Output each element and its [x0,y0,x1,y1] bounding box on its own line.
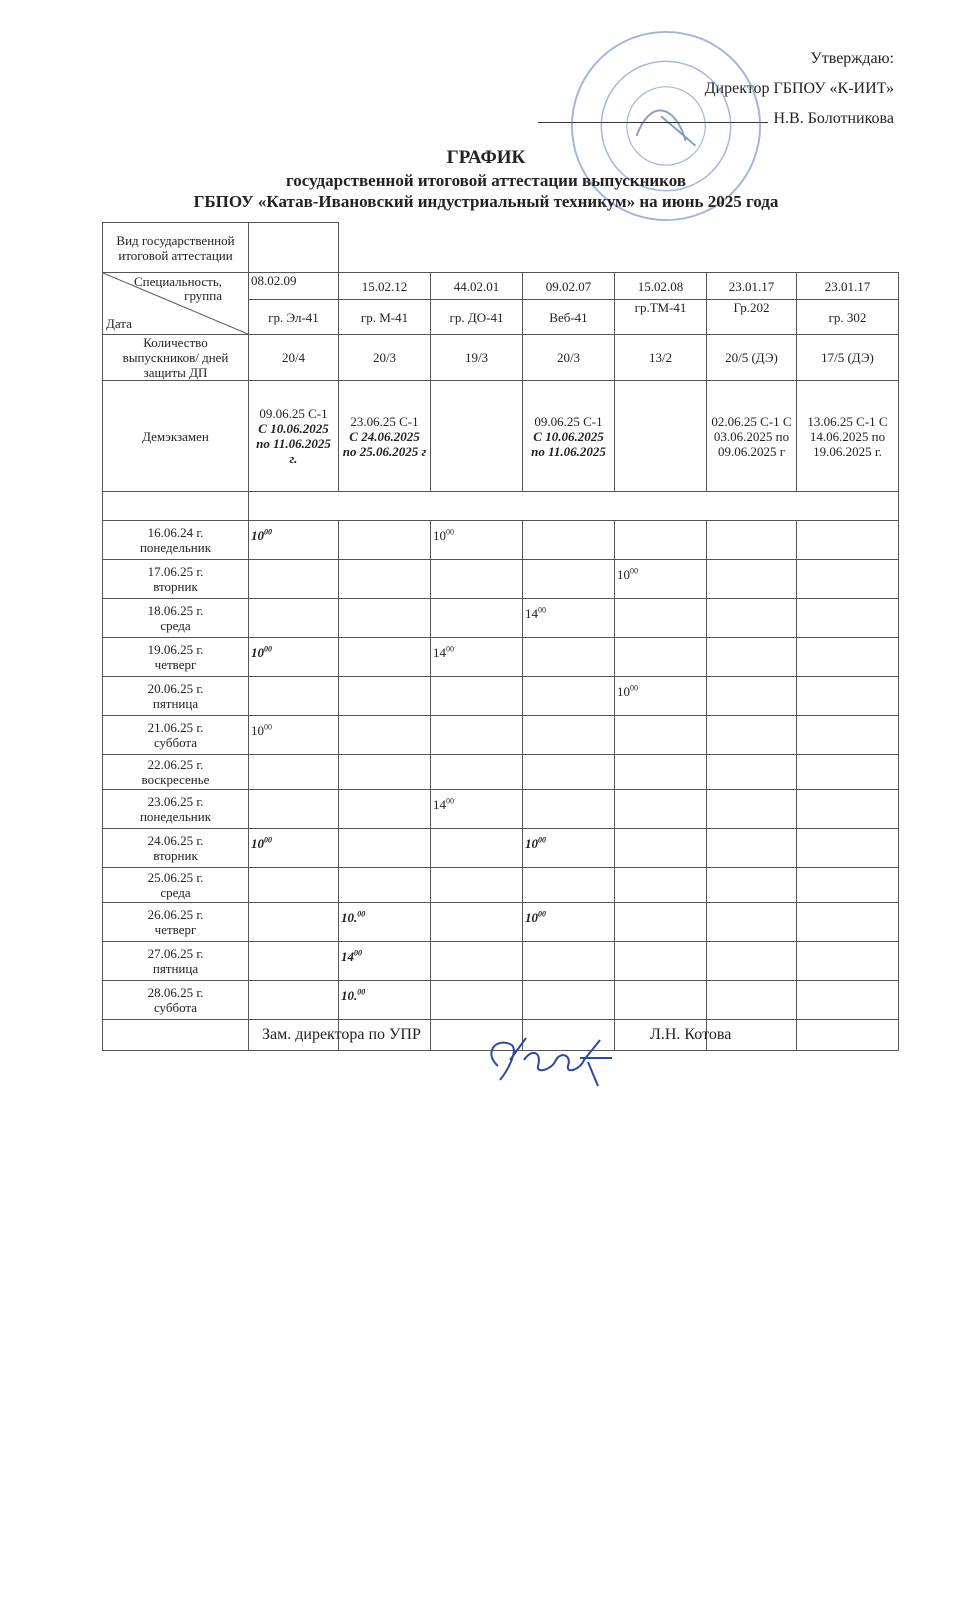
exam-time-cell [615,599,707,638]
exam-time-cell [339,521,431,560]
exam-time-hours: 14 [525,606,538,622]
footer-name: Л.Н. Котова [650,1026,732,1043]
exam-time-cell [615,677,707,716]
attestation-blank [339,223,899,273]
exam-time-cell [707,599,797,638]
demo-exam-period: С 10.06.2025 по 11.06.2025 г. [256,421,331,466]
exam-time [617,684,638,699]
exam-time [251,723,272,738]
exam-time-cell [797,599,899,638]
schedule-day-row [103,677,899,716]
day-weekday: среда [160,618,191,633]
exam-time-cell [523,599,615,638]
exam-time-cell [615,981,707,1020]
exam-time-hours: 10. [341,910,358,926]
demo-exam-cell [523,381,615,492]
day-date-cell [103,677,249,716]
exam-time-cell [431,981,523,1020]
exam-time-hours: 10 [251,645,264,661]
group-name: гр. М-41 [339,300,431,335]
day-date-cell [103,790,249,829]
exam-time-cell [797,716,899,755]
exam-time-cell [431,521,523,560]
exam-time-cell [249,868,339,903]
day-weekday: четверг [154,922,197,937]
specialty-row [103,273,899,300]
exam-time-cell [523,868,615,903]
graduate-count: 20/3 [523,335,615,381]
day-weekday: понедельник [139,540,212,555]
exam-time-cell [339,599,431,638]
exam-time [251,645,272,660]
title-subtitle: государственной итоговой аттестации выпускников [286,171,686,190]
exam-time-cell [431,829,523,868]
exam-time-cell [797,638,899,677]
demo-exam-date: 09.06.25 С-1 [534,413,603,429]
exam-time-cell [797,829,899,868]
exam-time-cell [615,560,707,599]
exam-time-cell [615,521,707,560]
exam-time-minutes: 00 [354,949,362,958]
demo-exam-cell [707,381,797,492]
title-institution: ГБПОУ «Катав-Ивановский индустриальный техникум» на июнь 2025 года [193,192,779,211]
group-name: гр. 302 [797,300,899,335]
specialty-code: 09.02.07 [523,273,615,300]
demo-exam-row [103,381,899,492]
demo-exam-cell [249,381,339,492]
day-date-cell [103,521,249,560]
exam-time-cell [431,903,523,942]
exam-time [617,567,638,582]
day-date: 28.06.25 г. [147,985,204,1000]
schedule-day-row [103,903,899,942]
exam-time-cell [797,903,899,942]
exam-time-cell [797,521,899,560]
day-date: 25.06.25 г. [147,870,204,885]
exam-time-cell [431,599,523,638]
day-date-cell [103,560,249,599]
exam-time [251,836,272,851]
day-weekday: вторник [153,848,198,863]
demo-exam-label: Демэкзамен [103,381,249,492]
exam-time [525,910,546,925]
exam-time-cell [797,868,899,903]
exam-time-cell [523,560,615,599]
exam-time-minutes: 00 [446,528,454,537]
day-date: 18.06.25 г. [147,603,204,618]
empty-row [103,492,899,521]
exam-time-cell [523,790,615,829]
day-date: 17.06.25 г. [147,564,204,579]
group-name: гр.ТМ-41 [615,300,707,335]
exam-time-hours: 10 [251,836,264,852]
attestation-type-label: Вид государственной итоговой аттестации [103,223,249,273]
exam-time-cell [615,868,707,903]
exam-time-cell [249,790,339,829]
day-weekday: суббота [153,735,198,750]
exam-time-minutes: 00 [538,836,546,845]
exam-time-hours: 10. [341,988,358,1004]
day-weekday: воскресенье [141,772,210,787]
exam-time-cell [339,903,431,942]
exam-time-cell [249,521,339,560]
exam-time-cell [797,981,899,1020]
graduate-count: 20/4 [249,335,339,381]
day-date-cell [103,981,249,1020]
schedule-day-row [103,868,899,903]
exam-time-cell [249,942,339,981]
exam-time-cell [707,903,797,942]
graduate-count: 20/3 [339,335,431,381]
footer-signature [0,1024,972,1094]
exam-time-hours: 10 [525,910,538,926]
exam-time [525,836,546,851]
demo-exam-cell [339,381,431,492]
day-date: 21.06.25 г. [147,720,204,735]
day-date-cell [103,868,249,903]
schedule-day-row [103,790,899,829]
demo-exam-date: 23.06.25 С-1 [350,413,419,429]
exam-time-cell [707,790,797,829]
demo-exam-date: 09.06.25 С-1 [259,406,328,421]
exam-time-cell [523,903,615,942]
exam-time [341,988,365,1003]
exam-time-cell [339,755,431,790]
exam-time-cell [431,790,523,829]
exam-time-hours: 10 [251,528,264,544]
specialty-code: 15.02.12 [339,273,431,300]
day-date: 24.06.25 г. [147,833,204,848]
approval-position: Директор ГБПОУ «К-ИИТ» [704,80,894,97]
day-date: 26.06.25 г. [147,907,204,922]
exam-time-cell [707,981,797,1020]
demo-exam-cell [615,381,707,492]
exam-time-cell [523,716,615,755]
exam-time-cell [249,755,339,790]
day-date: 23.06.25 г. [147,794,204,809]
day-date: 27.06.25 г. [147,946,204,961]
exam-time [433,528,454,543]
exam-time-cell [707,677,797,716]
approval-name: Н.В. Болотникова [773,110,894,127]
exam-time-cell [431,942,523,981]
exam-time-cell [707,829,797,868]
schedule-day-row [103,599,899,638]
exam-time-cell [339,790,431,829]
day-weekday: вторник [153,579,198,594]
exam-time-cell [431,755,523,790]
exam-time-cell [249,981,339,1020]
schedule-table [102,222,899,1051]
demo-exam-cell [431,381,523,492]
exam-time-cell [523,942,615,981]
exam-time-cell [797,942,899,981]
exam-time-cell [431,677,523,716]
specialty-header-label: Специальность, группа [133,274,222,303]
exam-time-cell [339,638,431,677]
schedule-day-row [103,560,899,599]
exam-time-cell [615,903,707,942]
day-date-cell [103,755,249,790]
exam-time-cell [615,755,707,790]
exam-time-minutes: 00 [264,528,272,537]
exam-time-hours: 10 [251,723,264,739]
schedule-day-row [103,942,899,981]
exam-time-cell [707,638,797,677]
exam-time [341,949,362,964]
exam-time-hours: 14 [341,949,354,965]
graduate-count: 20/5 (ДЭ) [707,335,797,381]
exam-time [341,910,365,925]
exam-time-cell [249,829,339,868]
exam-time-cell [797,677,899,716]
day-date: 16.06.24 г. [147,525,204,540]
exam-time-cell [797,755,899,790]
count-row [103,335,899,381]
exam-time-minutes: 00 [538,910,546,919]
exam-time-cell [339,868,431,903]
exam-time-cell [615,716,707,755]
specialty-code: 15.02.08 [615,273,707,300]
group-name: гр. ДО-41 [431,300,523,335]
exam-time-cell [431,560,523,599]
handwritten-signature [480,1030,620,1092]
graduate-count: 19/3 [431,335,523,381]
exam-time-minutes: 00 [264,645,272,654]
schedule-day-row [103,638,899,677]
day-weekday: понедельник [139,809,212,824]
exam-time-cell [249,638,339,677]
exam-time-cell [797,790,899,829]
approval-heading: Утверждаю: [810,50,894,67]
exam-time-cell [615,942,707,981]
day-date: 20.06.25 г. [147,681,204,696]
exam-time-cell [339,560,431,599]
specialty-code: 08.02.09 [249,273,339,300]
exam-time-cell [797,560,899,599]
day-weekday: среда [160,885,191,900]
demo-exam-date: 13.06.25 С-1 С 14.06.2025 по 19.06.2025 г. [807,413,888,459]
exam-time-hours: 14 [433,645,446,661]
document-title [0,146,972,213]
exam-time [433,645,454,660]
exam-time-cell [339,716,431,755]
day-date-cell [103,829,249,868]
exam-time-minutes: 00 [264,723,272,732]
demo-exam-cell [797,381,899,492]
specialty-code: 23.01.17 [707,273,797,300]
graduate-count: 13/2 [615,335,707,381]
exam-time-cell [339,677,431,716]
exam-time-minutes: 00 [446,645,454,654]
day-date-cell [103,942,249,981]
exam-time-cell [707,942,797,981]
exam-time-cell [707,560,797,599]
exam-time-cell [249,716,339,755]
exam-time [433,797,454,812]
exam-time-minutes: 00 [357,910,366,919]
exam-time-cell [523,677,615,716]
exam-time-cell [339,942,431,981]
day-weekday: суббота [153,1000,198,1015]
exam-time-cell [707,521,797,560]
exam-time-cell [707,755,797,790]
title-main: ГРАФИК [446,147,526,168]
exam-time-cell [523,829,615,868]
exam-time [251,528,272,543]
day-weekday: четверг [154,657,197,672]
day-weekday: пятница [152,696,199,711]
group-name: Гр.202 [707,300,797,335]
exam-time-minutes: 00 [630,684,638,693]
footer-role: Зам. директора по УПР [262,1026,421,1043]
exam-time [525,606,546,621]
exam-time-cell [523,755,615,790]
day-date-cell [103,638,249,677]
exam-time-cell [707,716,797,755]
day-date-cell [103,599,249,638]
exam-time-minutes: 00 [357,988,366,997]
group-name: гр. Эл-41 [249,300,339,335]
spec-date-header [103,273,249,335]
exam-time-hours: 10 [525,836,538,852]
specialty-code: 44.02.01 [431,273,523,300]
exam-time-cell [615,790,707,829]
exam-time-cell [615,638,707,677]
day-date-cell [103,716,249,755]
schedule-day-row [103,981,899,1020]
demo-exam-period: С 24.06.2025 по 25.06.2025 г [342,428,427,459]
day-weekday: пятница [152,961,199,976]
specialty-code: 23.01.17 [797,273,899,300]
exam-time-cell [707,868,797,903]
exam-time-cell [523,521,615,560]
exam-time-cell [339,829,431,868]
day-date: 22.06.25 г. [147,757,204,772]
schedule-day-row [103,755,899,790]
exam-time-hours: 10 [617,567,630,583]
exam-time-cell [523,638,615,677]
exam-time-hours: 10 [433,528,446,544]
exam-time-minutes: 00 [264,836,272,845]
exam-time-cell [431,716,523,755]
exam-time-cell [431,868,523,903]
exam-time-minutes: 00 [630,567,638,576]
group-name: Веб-41 [523,300,615,335]
graduate-count: 17/5 (ДЭ) [797,335,899,381]
date-header-label: Дата [106,316,132,331]
exam-time-minutes: 00 [446,797,454,806]
exam-time-cell [339,981,431,1020]
demo-exam-period: С 10.06.2025 по 11.06.2025 [531,428,606,459]
exam-time-hours: 10 [617,684,630,700]
exam-time-cell [249,599,339,638]
exam-time-cell [249,560,339,599]
day-date-cell [103,903,249,942]
exam-time-cell [523,981,615,1020]
count-label: Количество выпускников/ дней защиты ДП [103,335,249,381]
demo-exam-date: 02.06.25 С-1 С 03.06.2025 по 09.06.2025 г [711,413,792,459]
attestation-type-row [103,223,899,273]
schedule-day-row [103,521,899,560]
exam-time-cell [431,638,523,677]
exam-time-minutes: 00 [538,606,546,615]
attestation-type-value [249,223,339,273]
schedule-day-row [103,716,899,755]
schedule-day-row [103,829,899,868]
exam-time-cell [249,903,339,942]
exam-time-cell [249,677,339,716]
exam-time-hours: 14 [433,797,446,813]
exam-time-cell [615,829,707,868]
day-date: 19.06.25 г. [147,642,204,657]
